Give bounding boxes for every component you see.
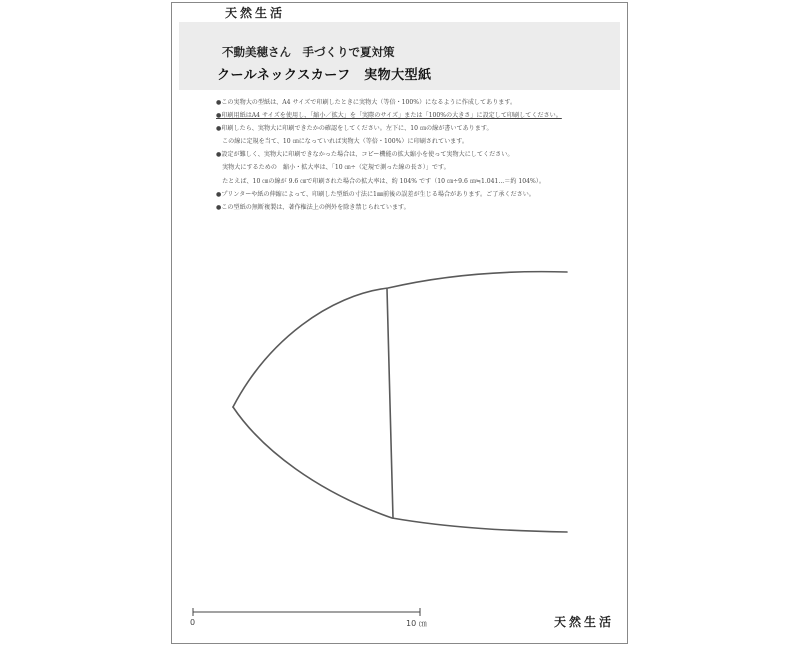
header-subtitle: 不動美穂さん 手づくりで夏対策 xyxy=(222,45,395,59)
page-title: クールネックスカーフ 実物大型紙 xyxy=(217,68,432,83)
pattern-upper-outline xyxy=(233,272,567,407)
pattern-lower-outline xyxy=(233,407,567,532)
note-line: ●印刷したら、実物大に印刷できたかの確認をしてください。左下に、10 ㎝の線が書いてあります。 xyxy=(216,125,493,133)
note-line-emphasis: ●印刷用紙はA4 サイズを使用し、「縮小／拡大」を「実際のサイズ」または「100%の大きさ」に設定して印刷してください。 xyxy=(216,112,562,120)
note-line: 実物大にするための 縮小・拡大率は、「10 ㎝÷（定規で測った線の長さ）」です。 xyxy=(216,164,450,172)
header-brand: 天然生活 xyxy=(225,6,286,20)
scale-start-label: 0 xyxy=(190,618,196,627)
note-line: たとえば、10 ㎝の線が 9.6 ㎝で印刷された場合の拡大率は、約 104% です（10 ㎝÷9.6 ㎝≒1.041...＝約 104%）。 xyxy=(216,177,545,185)
note-line: ●プリンターや紙の伸縮によって、印刷した型紙の寸法に1㎜前後の誤差が生じる場合があります。ご了承ください。 xyxy=(216,190,535,198)
note-line: ●設定が難しく、実物大に印刷できなかった場合は、コピー機能の拡大縮小を使って実物大にしてください。 xyxy=(216,151,514,159)
scale-bar xyxy=(193,608,420,616)
note-line: ●この型紙の無断複製は、著作権法上の例外を除き禁じられています。 xyxy=(216,203,410,211)
note-line: この線に定規を当て、10 ㎝になっていれば実物大（等倍・100%）に印刷されています。 xyxy=(216,138,468,146)
scale-end-label: 10 ㎝ xyxy=(406,619,427,628)
note-line: ●この実物大の型紙は、A4 サイズで印刷したときに実物大（等倍・100%）になるように作成してあります。 xyxy=(216,99,517,106)
pattern-fold-line xyxy=(387,289,393,518)
footer-brand: 天然生活 xyxy=(554,615,615,629)
